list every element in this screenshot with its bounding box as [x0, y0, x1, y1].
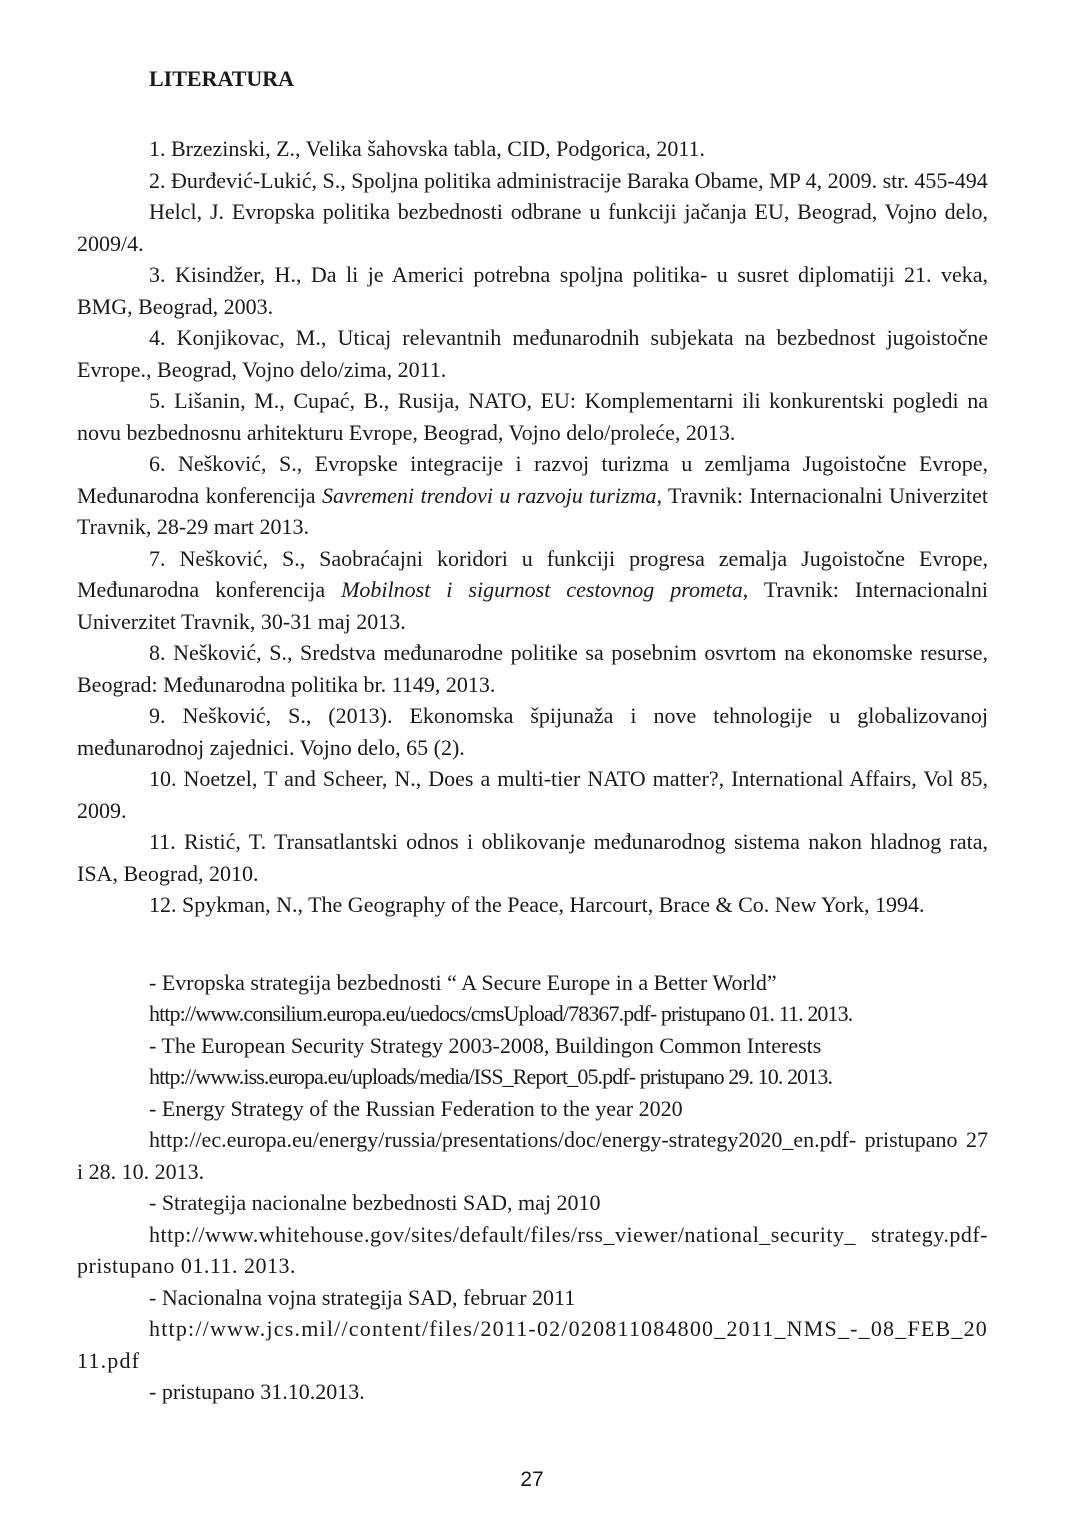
- reference-text: 4. Konjikovac, M., Uticaj relevantnih međunarodnih subjekata na bezbednost jugoistočne Evrope., Beograd, Vojno delo/zima, 2011.: [77, 325, 988, 382]
- web-source-title: - Evropska strategija bezbednosti “ A Secure Europe in a Better World”: [149, 969, 777, 995]
- reference-item: [77, 448, 988, 543]
- web-source-title: - The European Security Strategy 2003-2008, Buildingon Common Interests: [149, 1032, 822, 1058]
- web-source-url: http://www.iss.europa.eu/uploads/media/ISS_Report_05.pdf- pristupano 29. 10. 2013.: [149, 1064, 833, 1089]
- reference-item: [77, 322, 988, 385]
- reference-text: 5. Lišanin, M., Cupać, B., Rusija, NATO, EU: Komplementarni ili konkurentski pogledi na novu bezbednosnu arhitekturu Evrope, Beograd, Vojno delo/proleće, 2013.: [77, 388, 988, 445]
- web-source-title: - Strategija nacionalne bezbednosti SAD, maj 2010: [149, 1190, 601, 1215]
- spacer: [77, 921, 988, 967]
- reference-list: [77, 133, 988, 1408]
- web-source-note: - pristupano 31.10.2013.: [149, 1379, 365, 1404]
- reference-italic-title: Mobilnost i sigurnost cestovnog prometa: [341, 577, 743, 602]
- reference-text: 2. Đurđević-Lukić, S., Spoljna politika administracije Baraka Obame, MP 4, 2009. str. 455-494: [149, 167, 988, 193]
- reference-item: [77, 889, 988, 921]
- reference-item: [77, 826, 988, 889]
- reference-text: 7. Nešković, S., Saobraćajni koridori u funkciji progresa zemalja Jugoistočne Evrope, Međunarodna konferencija: [77, 545, 988, 602]
- web-source-url: http://www.consilium.europa.eu/uedocs/cmsUpload/78367.pdf- pristupano 01. 11. 2013.: [149, 1001, 853, 1026]
- reference-italic-title: Savremeni trendovi u razvoju turizma: [321, 482, 657, 508]
- reference-item: [77, 700, 988, 763]
- reference-text: 10. Noetzel, T and Scheer, N., Does a multi-tier NATO matter?, International Affairs, Vol 85, 2009.: [77, 766, 988, 823]
- reference-text: 11. Ristić, T. Transatlantski odnos i oblikovanje međunarodnog sistema nakon hladnog rata, ISA, Beograd, 2010.: [77, 829, 988, 886]
- reference-item: [77, 543, 988, 638]
- web-source-url: http://ec.europa.eu/energy/russia/presentations/doc/energy-strategy2020_en.pdf- pristupano 27 i 28. 10. 2013.: [77, 1127, 988, 1184]
- reference-text: 6. Nešković, S., Evropske integracije i razvoj turizma u zemljama Jugoistočne Evrope, Međunarodna konferencija: [77, 451, 988, 508]
- page-heading: LITERATURA: [149, 66, 295, 91]
- reference-text: , Travnik: Internacionalni Univerzitet Travnik, 28-29 mart 2013.: [77, 482, 988, 539]
- web-source-title: - Energy Strategy of the Russian Federation to the year 2020: [149, 1095, 683, 1121]
- reference-text: 8. Nešković, S., Sredstva međunarodne politike sa posebnim osvrtom na ekonomske resurse, Beograd: Međunarodna politika br. 1149, 2013.: [77, 640, 988, 697]
- reference-text: 9. Nešković, S., (2013). Ekonomska špijunaža i nove tehnologije u globalizovanoj međunarodnoj zajednici. Vojno delo, 65 (2).: [77, 703, 988, 760]
- reference-item: [77, 259, 988, 322]
- reference-text: 3. Kisindžer, H., Da li je Americi potrebna spoljna politika- u susret diplomatiji 21. veka, BMG, Beograd, 2003.: [77, 262, 988, 319]
- page-number: 27: [520, 1468, 544, 1491]
- web-source-url: http://www.whitehouse.gov/sites/default/files/rss_viewer/national_security_ strategy.pdf- pristupano 01.11. 2013.: [77, 1221, 988, 1278]
- reference-item: [77, 385, 988, 448]
- reference-text: Helcl, J. Evropska politika bezbednosti odbrane u funkciji jačanja EU, Beograd, Vojno delo, 2009/4.: [77, 199, 988, 256]
- reference-item: [77, 165, 988, 197]
- reference-item: [77, 133, 988, 165]
- web-source-title: - Nacionalna vojna strategija SAD, februar 2011: [149, 1284, 576, 1310]
- web-source-url: http://www.jcs.mil//content/files/2011-02/020811084800_2011_NMS_-_08_FEB_2011.pdf: [77, 1316, 988, 1373]
- reference-item: [77, 763, 988, 826]
- reference-item: [77, 637, 988, 700]
- reference-text: 12. Spykman, N., The Geography of the Peace, Harcourt, Brace & Co. New York, 1994.: [149, 892, 925, 917]
- reference-text: , Travnik: Internacionalni Univerzitet Travnik, 30-31 maj 2013.: [77, 577, 988, 634]
- reference-item: [77, 196, 988, 259]
- reference-text: 1. Brzezinski, Z., Velika šahovska tabla, CID, Podgorica, 2011.: [149, 136, 706, 161]
